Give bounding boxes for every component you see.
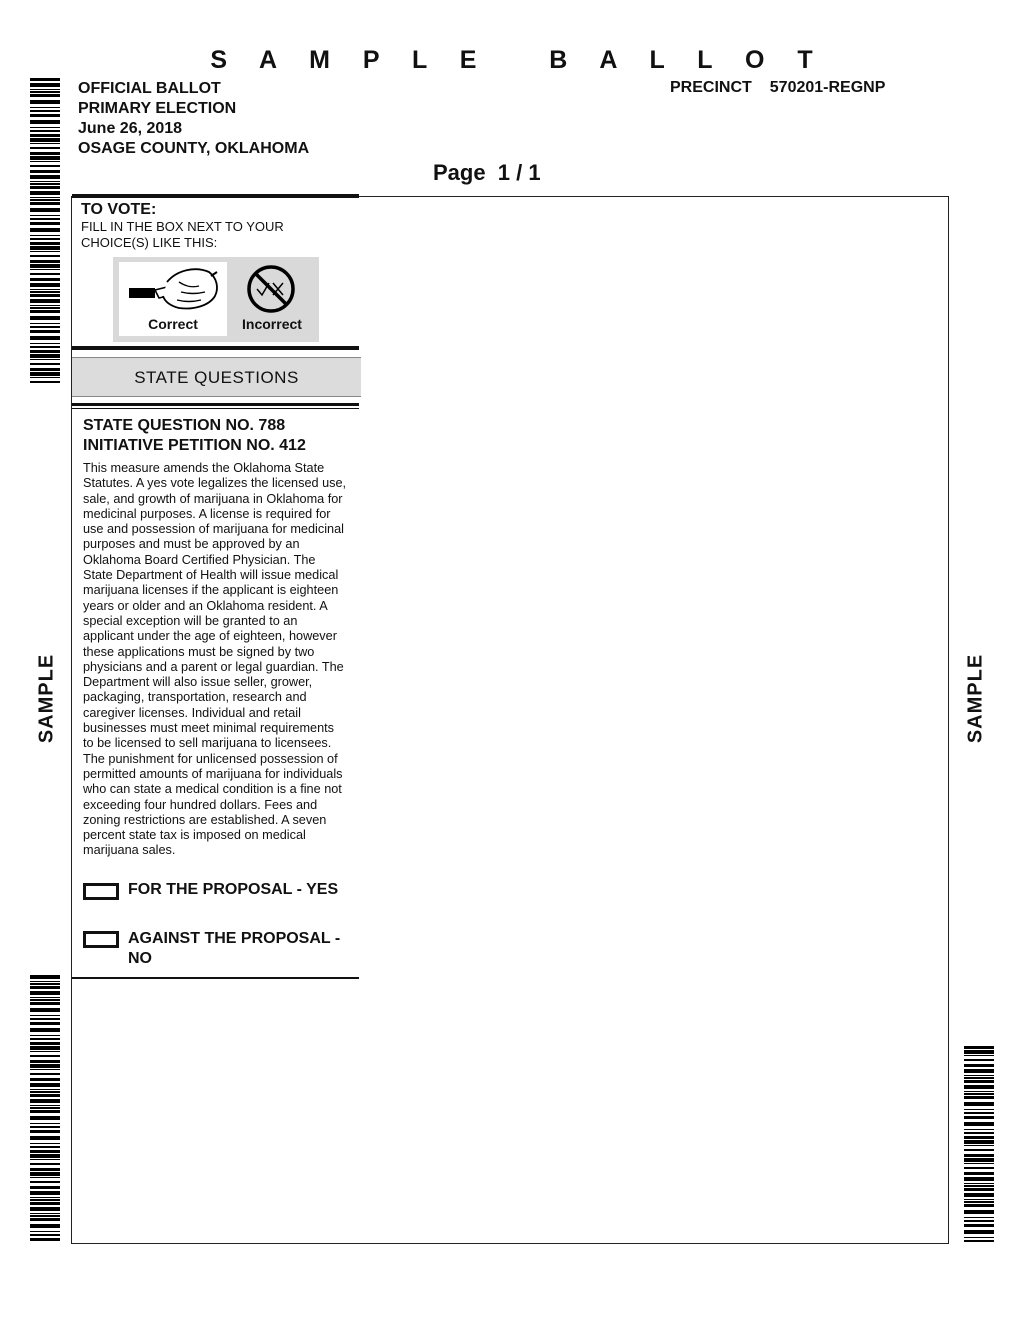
barcode-bar — [964, 1188, 994, 1191]
barcode-bar — [30, 208, 60, 212]
barcode-bar — [964, 1050, 994, 1054]
barcode-bar — [30, 191, 60, 195]
barcode-bar — [30, 78, 60, 81]
barcode-bar — [964, 1145, 994, 1146]
barcode-bar — [30, 222, 60, 225]
barcode-bar — [30, 1069, 60, 1070]
question-body-line: percent state tax is imposed on medical — [83, 828, 306, 843]
barcode-bar — [30, 175, 60, 179]
barcode-bar — [964, 1080, 994, 1083]
barcode-bar — [30, 228, 60, 232]
barcode-bar — [30, 215, 60, 216]
barcode-bar — [30, 1078, 60, 1081]
barcode-bar — [30, 1163, 60, 1165]
barcode-bar — [30, 377, 60, 378]
question-body-line: use and possession of marijuana for medicinal — [83, 522, 344, 537]
question-title — [83, 416, 306, 456]
barcode-bar — [30, 218, 60, 220]
barcode-bar — [30, 1051, 60, 1052]
barcode-bar — [30, 1035, 60, 1036]
barcode-bar — [964, 1085, 994, 1089]
barcode-bar — [30, 1202, 60, 1205]
precinct-info — [670, 79, 885, 97]
barcode-bar — [30, 1028, 60, 1032]
barcode-bar — [30, 1215, 60, 1217]
barcode-bar — [964, 1240, 994, 1242]
barcode-bar — [964, 1140, 994, 1144]
barcode-bar — [30, 283, 60, 287]
barcode-bar — [964, 1091, 994, 1092]
barcode-bar — [964, 1112, 994, 1114]
barcode-bar — [964, 1185, 994, 1187]
question-body-line: physicians and a parent or legal guardian. The — [83, 659, 344, 674]
question-body-line: special exception will be granted to an — [83, 613, 298, 628]
barcode-bar — [30, 110, 60, 112]
barcode-bar — [964, 1193, 994, 1197]
barcode-bar — [30, 156, 60, 160]
barcode-bar — [30, 127, 60, 128]
question-body-line: businesses must meet minimal requirements — [83, 721, 335, 736]
section-title: STATE QUESTIONS — [134, 368, 299, 387]
barcode-bar — [30, 1123, 60, 1124]
barcode-bar — [30, 316, 60, 320]
question-body-line: packaging, transportation, research and — [83, 690, 307, 705]
barcode-bar — [30, 330, 60, 333]
barcode-bar — [30, 269, 60, 270]
barcode-bar — [964, 1220, 994, 1222]
barcode-bar — [30, 1055, 60, 1057]
barcode-bar — [964, 1064, 994, 1067]
barcode-bar — [30, 997, 60, 998]
barcode-bar — [30, 202, 60, 205]
barcode-bar — [30, 1105, 60, 1106]
barcode-bar — [30, 1150, 60, 1153]
barcode-bar — [30, 255, 60, 257]
barcode-bar — [30, 183, 60, 185]
barcode-bar — [30, 1089, 60, 1090]
barcode-bar — [30, 381, 60, 383]
question-body-line: these applications must be signed by two — [83, 644, 315, 659]
barcode-bar — [30, 991, 60, 995]
question-body-line: The punishment for unlicensed possession of — [83, 751, 338, 766]
barcode-bar — [964, 1201, 994, 1203]
barcode-icon — [30, 975, 60, 1244]
barcode-bar — [30, 1224, 60, 1228]
barcode-bar — [964, 1149, 994, 1151]
barcode-bar — [30, 251, 60, 252]
barcode-bar — [30, 1213, 60, 1214]
barcode-bar — [30, 1073, 60, 1075]
barcode-bar — [964, 1077, 994, 1079]
question-body-line: permitted amounts of marijuana for individuals — [83, 766, 343, 781]
question-body-line: marijuana licenses if the applicant is eighteen — [83, 583, 339, 598]
barcode-bar — [30, 1126, 60, 1128]
barcode-bar — [30, 1060, 60, 1063]
barcode-bar — [30, 981, 60, 982]
divider — [72, 194, 359, 198]
question-body-line: who can state a medical condition is a fine not — [83, 782, 342, 797]
barcode-bar — [30, 1018, 60, 1020]
barcode-bar — [30, 170, 60, 173]
barcode-bar — [30, 1099, 60, 1103]
election-label: PRIMARY ELECTION — [78, 100, 237, 117]
page-number: Page 1 / 1 — [433, 160, 541, 185]
question-body-line: Statutes. A yes vote legalizes the licensed use, — [83, 476, 347, 491]
barcode-bar — [30, 94, 60, 97]
barcode-bar — [30, 1110, 60, 1113]
to-vote-instructions — [81, 219, 341, 251]
barcode-bar — [30, 1083, 60, 1087]
barcode-bar — [30, 120, 60, 124]
barcode-bar — [964, 1122, 994, 1126]
divider — [72, 977, 359, 979]
barcode-bar — [964, 1204, 994, 1207]
barcode-bar — [30, 1091, 60, 1093]
barcode-bar — [30, 1046, 60, 1050]
barcode-bar — [964, 1177, 994, 1181]
question-body-line: This measure amends the Oklahoma State — [83, 461, 325, 475]
barcode-bar — [30, 1168, 60, 1171]
barcode-bar — [30, 1038, 60, 1040]
question-body-line: State Department of Health will issue medical — [83, 568, 339, 583]
barcode-bar — [30, 273, 60, 275]
correct-label: Correct — [148, 316, 198, 332]
to-vote-title: TO VOTE: — [81, 201, 157, 218]
barcode-bar — [30, 1231, 60, 1232]
barcode-bar — [30, 165, 60, 167]
sample-ballot-title: S A M P L E B A L L O T — [210, 46, 826, 74]
barcode-bar — [30, 264, 60, 268]
barcode-bar — [30, 1199, 60, 1201]
question-body-line: applicant under the age of eighteen, however — [83, 629, 337, 644]
prohibited-check-x-icon — [243, 263, 299, 315]
barcode-bar — [30, 310, 60, 313]
barcode-bar — [30, 152, 60, 155]
question-body-line: to be licensed to sell marijuana to licensees. — [83, 736, 332, 751]
barcode-bar — [30, 986, 60, 989]
barcode-bar — [30, 323, 60, 324]
barcode-bar — [964, 1132, 994, 1134]
barcode-bar — [30, 238, 60, 240]
barcode-bar — [30, 1130, 60, 1133]
barcode-bar — [30, 186, 60, 189]
barcode-bar — [30, 1181, 60, 1183]
barcode-bar — [30, 1238, 60, 1241]
barcode-bar — [30, 354, 60, 358]
barcode-bar — [30, 1159, 60, 1160]
barcode-bar — [30, 199, 60, 201]
barcode-bar — [30, 147, 60, 149]
barcode-bar — [30, 1116, 60, 1120]
barcode-bar — [30, 138, 60, 142]
barcode-bar — [964, 1163, 994, 1164]
barcode-bar — [30, 242, 60, 245]
barcode-bar — [964, 1075, 994, 1076]
barcode-bar — [964, 1093, 994, 1095]
instruction-line: FILL IN THE BOX NEXT TO YOUR — [81, 219, 284, 234]
barcode-bar — [964, 1167, 994, 1169]
barcode-bar — [30, 368, 60, 371]
barcode-bar — [30, 372, 60, 376]
barcode-bar — [30, 1177, 60, 1178]
barcode-bar — [964, 1059, 994, 1061]
barcode-bar — [30, 1107, 60, 1109]
barcode-bar — [30, 100, 60, 104]
incorrect-label: Incorrect — [242, 316, 302, 332]
barcode-bar — [30, 1008, 60, 1012]
barcode-bar — [30, 291, 60, 293]
barcode-bar — [30, 161, 60, 162]
question-body-line: caregiver licenses. Individual and retail — [83, 705, 301, 720]
barcode-icon — [30, 78, 60, 386]
sample-side-label-left: SAMPLE — [35, 653, 58, 744]
barcode-bar — [30, 134, 60, 137]
option-label-yes: FOR THE PROPOSAL - YES — [128, 881, 339, 898]
barcode-bar — [30, 114, 60, 117]
barcode-bar — [30, 143, 60, 144]
question-body — [83, 461, 359, 859]
barcode-bar — [964, 1237, 994, 1238]
barcode-bar — [964, 1136, 994, 1139]
barcode-bar — [30, 1186, 60, 1189]
barcode-bar — [30, 91, 60, 93]
question-body-line: purposes and must be approved by an — [83, 537, 300, 552]
barcode-bar — [964, 1096, 994, 1099]
barcode-bar — [964, 1116, 994, 1119]
barcode-bar — [30, 181, 60, 182]
barcode-bar — [30, 1172, 60, 1176]
barcode-bar — [964, 1224, 994, 1227]
barcode-bar — [30, 363, 60, 365]
barcode-bar — [964, 1055, 994, 1056]
barcode-bar — [30, 278, 60, 281]
barcode-bar — [30, 1218, 60, 1221]
divider — [72, 403, 359, 406]
question-body-line: Oklahoma Board Certified Physician. The — [83, 552, 316, 567]
divider — [72, 408, 359, 409]
barcode-bar — [30, 346, 60, 348]
barcode-bar — [964, 1183, 994, 1184]
hand-marking-pen-icon — [119, 262, 227, 318]
barcode-bar — [30, 1143, 60, 1144]
barcode-bar — [30, 307, 60, 309]
barcode-bar — [964, 1129, 994, 1130]
barcode-bar — [30, 1154, 60, 1158]
barcode-bar — [30, 89, 60, 90]
barcode-bar — [964, 1154, 994, 1157]
barcode-bar — [30, 246, 60, 250]
barcode-bar — [30, 83, 60, 87]
barcode-bar — [30, 1191, 60, 1195]
barcode-bar — [964, 1158, 994, 1162]
barcode-bar — [30, 294, 60, 297]
barcode-bar — [964, 1217, 994, 1218]
barcode-bar — [30, 107, 60, 108]
barcode-bar — [30, 975, 60, 979]
divider — [72, 346, 359, 350]
question-body-line: sale, and growth of marijuana in Oklahoma for — [83, 491, 343, 506]
sample-side-label-right: SAMPLE — [964, 653, 987, 744]
barcode-bar — [964, 1172, 994, 1175]
barcode-bar — [30, 1015, 60, 1016]
barcode-bar — [964, 1102, 994, 1106]
barcode-bar — [964, 1230, 994, 1234]
barcode-bar — [30, 1022, 60, 1025]
barcode-bar — [30, 1234, 60, 1236]
barcode-bar — [30, 326, 60, 328]
option-label-no: AGAINST THE PROPOSAL - NO — [128, 930, 341, 967]
barcode-bar — [30, 1197, 60, 1198]
barcode-bar — [30, 289, 60, 290]
barcode-bar — [30, 336, 60, 340]
barcode-bar — [30, 1207, 60, 1211]
petition-number: INITIATIVE PETITION NO. 412 — [83, 437, 306, 454]
barcode-bar — [30, 1094, 60, 1097]
barcode-bar — [30, 1002, 60, 1005]
barcode-bar — [30, 983, 60, 985]
barcode-bar — [964, 1046, 994, 1049]
question-body-line: marijuana sales. — [83, 843, 176, 858]
precinct-label: PRECINCT — [670, 79, 752, 96]
barcode-bar — [964, 1199, 994, 1200]
barcode-bar — [30, 1064, 60, 1068]
barcode-icon — [964, 1046, 994, 1244]
barcode-bar — [30, 350, 60, 353]
barcode-bar — [30, 343, 60, 344]
question-body-line: years or older and an Oklahoma resident. A — [83, 598, 328, 613]
barcode-bar — [30, 235, 60, 236]
barcode-bar — [30, 1042, 60, 1045]
election-date: June 26, 2018 — [78, 120, 183, 137]
question-body-line: medicinal purposes. A license is required for — [83, 506, 331, 521]
ballot-header-info — [78, 79, 309, 159]
barcode-bar — [964, 1109, 994, 1110]
question-body-line: exceeding four hundred dollars. Fees and — [83, 797, 318, 812]
county-label: OSAGE COUNTY, OKLAHOMA — [78, 140, 310, 157]
question-body-line: zoning restrictions are established. A seven — [83, 812, 327, 827]
barcode-bar — [30, 1136, 60, 1140]
barcode-bar — [30, 359, 60, 360]
instruction-line: CHOICE(S) LIKE THIS: — [81, 235, 218, 250]
barcode-bar — [964, 1069, 994, 1073]
barcode-bar — [30, 197, 60, 198]
barcode-bar — [30, 299, 60, 303]
question-body-line: Department will also issue seller, grower, — [83, 675, 313, 690]
precinct-number: 570201-REGNP — [769, 79, 886, 96]
barcode-bar — [30, 130, 60, 132]
barcode-bar — [30, 305, 60, 306]
official-ballot-label: OFFICIAL BALLOT — [78, 80, 221, 97]
vote-box-no[interactable] — [83, 931, 119, 948]
vote-box-yes[interactable] — [83, 883, 119, 900]
barcode-bar — [30, 999, 60, 1001]
barcode-bar — [30, 260, 60, 263]
question-number: STATE QUESTION NO. 788 — [83, 417, 286, 434]
barcode-bar — [30, 1146, 60, 1148]
barcode-bar — [964, 1210, 994, 1214]
